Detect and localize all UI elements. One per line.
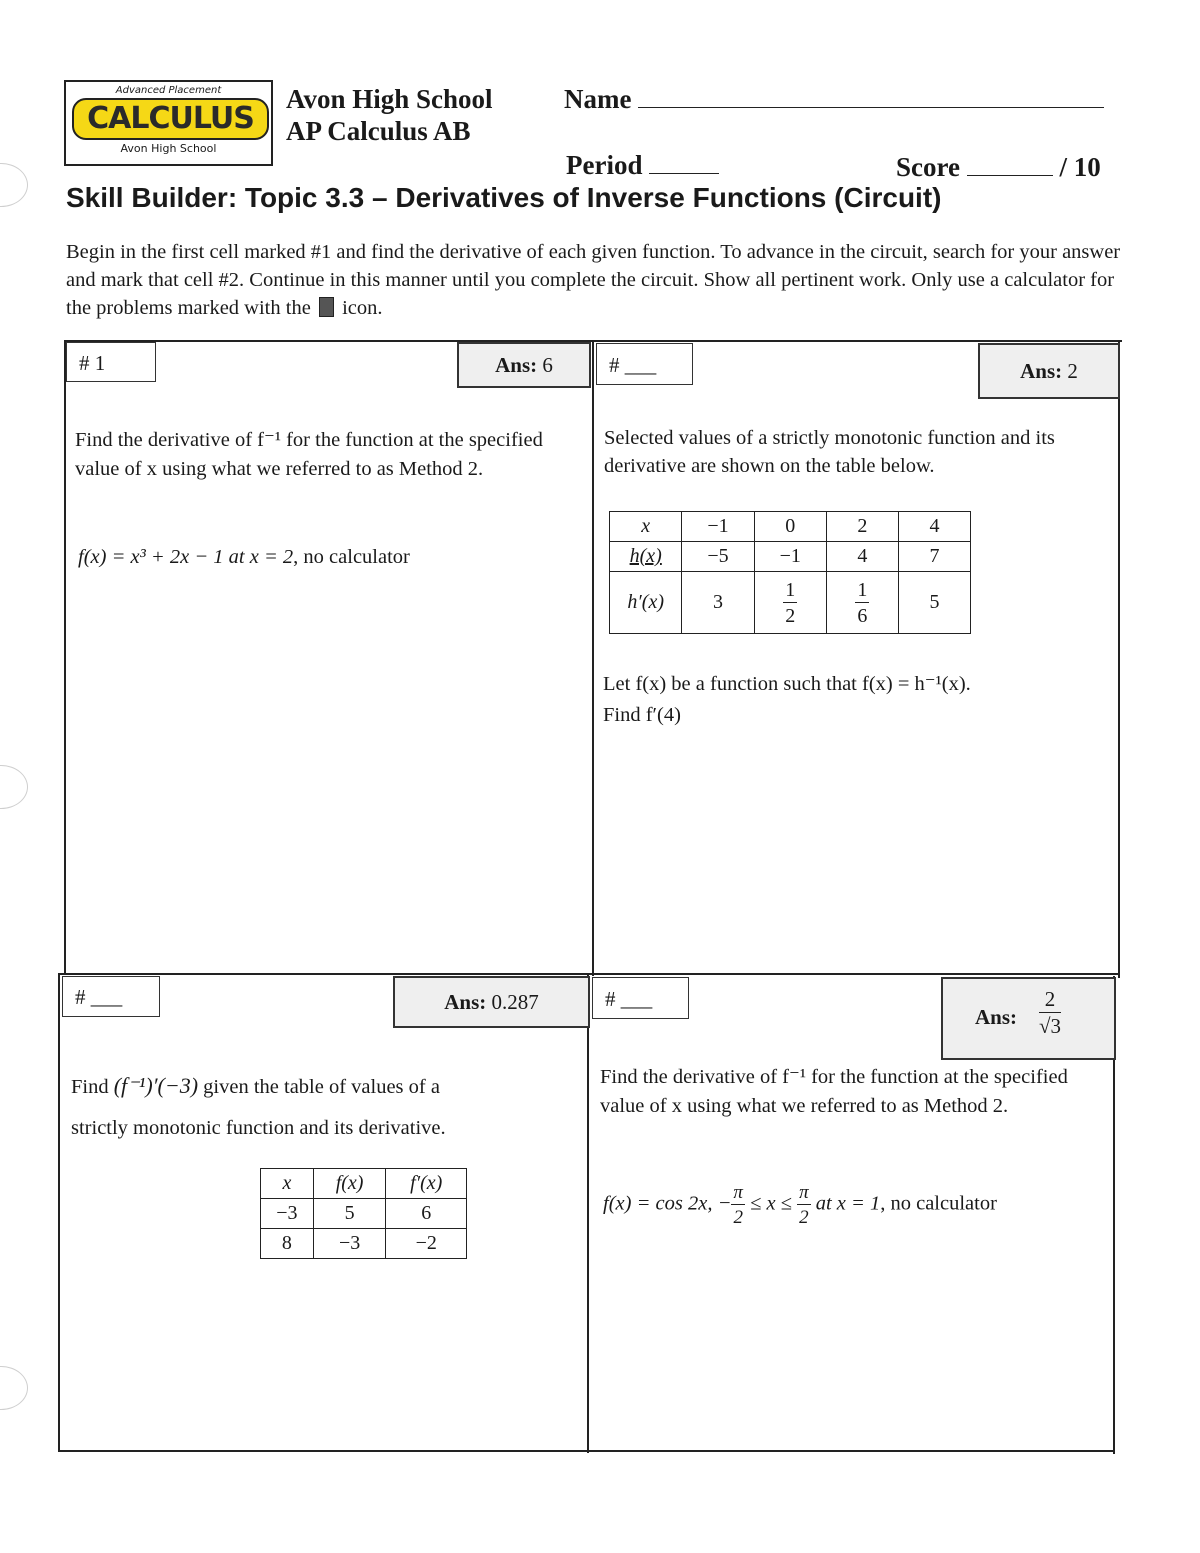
- table-cell: −1: [754, 542, 826, 572]
- cell4-note: , no calculator: [880, 1192, 997, 1215]
- cell2-number-tag[interactable]: # ___: [596, 343, 693, 385]
- table-cell: 0: [754, 512, 826, 542]
- table-cell: −1: [682, 512, 754, 542]
- cell3-answer-box: [393, 976, 590, 1028]
- period-blank[interactable]: [649, 173, 719, 174]
- table-cell: f′(x): [386, 1169, 467, 1199]
- denominator: 2: [785, 604, 796, 627]
- logo-top-text: Advanced Placement: [115, 85, 222, 96]
- cell4-inequality: ≤ x ≤: [750, 1192, 792, 1215]
- instructions-text: Begin in the first cell marked #1 and find the derivative of each given function. To advance in the circuit, search for your answer and mark that cell #2. Continue in this manner until you complete the circuit. Show all pertinent work. Only use a calculator for the problems marked with the: [66, 241, 1121, 319]
- cell2-answer-box: [978, 343, 1120, 399]
- cell3-prompt-line2: strictly monotonic function and its derivative.: [71, 1117, 446, 1139]
- table-cell: 5: [898, 572, 970, 634]
- table-cell: −2: [386, 1229, 467, 1259]
- cell1-prompt: Find the derivative of f⁻¹ for the function at the specified value of x using what we referred to as Method 2.: [75, 429, 543, 480]
- numerator: π: [733, 1182, 743, 1203]
- course-name: AP Calculus AB: [286, 116, 471, 146]
- denominator: 2: [799, 1207, 809, 1228]
- score-field[interactable]: [896, 152, 1101, 183]
- calculator-icon: [319, 297, 334, 317]
- cell3-prompt-expression: (f⁻¹)′(−3): [113, 1073, 199, 1098]
- table-row: [261, 1199, 467, 1229]
- grid-left-border-upper: [64, 340, 66, 975]
- cell2-question-line2: Find f′(4): [603, 704, 681, 726]
- table-cell: 6: [386, 1199, 467, 1229]
- name-label: Name: [564, 84, 632, 114]
- table-cell: −3: [261, 1199, 314, 1229]
- cell3-number-tag[interactable]: # ___: [62, 976, 160, 1017]
- cell4-answer-fraction: [1039, 989, 1061, 1037]
- cell3-answer-label: Ans:: [444, 990, 487, 1014]
- fraction: [855, 580, 869, 626]
- table-row: [261, 1169, 467, 1199]
- cell3-answer-value: 0.287: [491, 990, 539, 1014]
- cell2-answer-value: 2: [1067, 359, 1078, 383]
- grid-middle-divider-upper: [592, 340, 594, 976]
- table-cell: 5: [313, 1199, 386, 1229]
- table-cell: −5: [682, 542, 754, 572]
- cell3-values-table: [260, 1168, 467, 1259]
- table-cell-fraction: [754, 572, 826, 634]
- page-title: Skill Builder: Topic 3.3 – Derivatives of Inverse Functions (Circuit): [66, 182, 942, 213]
- cell2-answer-label: Ans:: [1020, 359, 1063, 383]
- grid-right-border-upper: [1118, 340, 1120, 978]
- score-label: Score: [896, 152, 960, 182]
- cell4-number-tag[interactable]: # ___: [592, 977, 689, 1019]
- cell4-answer-label: Ans:: [975, 1005, 1018, 1029]
- numerator: 1: [857, 578, 868, 601]
- cell3-prompt-rest: given the table of values of a: [203, 1076, 440, 1098]
- cell1-equation-line: [78, 543, 583, 572]
- instructions-text-end: icon.: [342, 297, 383, 319]
- cell2-prompt: Selected values of a strictly monotonic function and its derivative are shown on the table below.: [604, 427, 1055, 477]
- numerator: 1: [785, 578, 796, 601]
- table-cell: 4: [898, 512, 970, 542]
- fraction: [731, 1183, 745, 1227]
- cell1-answer-value: 6: [542, 353, 553, 377]
- table-row: [610, 512, 971, 542]
- name-blank[interactable]: [638, 107, 1104, 108]
- cell4-equation-start: f(x) = cos 2x, −: [603, 1192, 732, 1215]
- table-cell: 2: [826, 512, 898, 542]
- score-blank[interactable]: [967, 175, 1053, 176]
- grid-middle-divider-lower: [587, 975, 589, 1453]
- binder-hole: [0, 1366, 28, 1410]
- table-cell: 8: [261, 1229, 314, 1259]
- table-cell: 4: [826, 542, 898, 572]
- fraction: [783, 580, 797, 626]
- table-cell: x: [261, 1169, 314, 1199]
- cell2-question-line1: Let f(x) be a function such that f(x) = h⁻¹(x).: [603, 673, 971, 695]
- name-field[interactable]: [564, 84, 1104, 115]
- cell1-equation: f(x) = x³ + 2x − 1 at x = 2: [78, 546, 294, 568]
- numerator: 2: [1039, 989, 1061, 1013]
- binder-hole: [0, 163, 28, 207]
- cell2-values-table: [609, 511, 971, 634]
- cell3-prompt-line1: [71, 1071, 581, 1102]
- calculus-logo: [64, 80, 273, 166]
- denominator: 2: [733, 1207, 743, 1228]
- cell1-number-tag[interactable]: # 1: [66, 342, 156, 382]
- table-cell: 3: [682, 572, 754, 634]
- table-row: [610, 542, 971, 572]
- table-cell: x: [610, 512, 682, 542]
- table-row: [261, 1229, 467, 1259]
- denominator: √3: [1039, 1014, 1062, 1038]
- binder-hole: [0, 765, 28, 809]
- cell3-prompt-find: Find: [71, 1076, 109, 1098]
- table-cell: h′(x): [610, 572, 682, 634]
- grid-left-border-lower: [58, 975, 60, 1452]
- grid-bottom-border: [58, 1450, 1115, 1452]
- logo-word: CALCULUS: [72, 98, 269, 140]
- period-field[interactable]: [566, 150, 719, 181]
- table-row: [610, 572, 971, 634]
- numerator: π: [799, 1182, 809, 1203]
- cell4-equation-line: [603, 1183, 1108, 1227]
- denominator: 6: [857, 604, 868, 627]
- cell1-answer-label: Ans:: [495, 353, 538, 377]
- cell4-prompt: Find the derivative of f⁻¹ for the function at the specified value of x using what we referred to as Method 2.: [600, 1066, 1068, 1117]
- cell1-answer-box: [457, 342, 591, 388]
- instructions: [66, 238, 1126, 322]
- cell4-answer-box: [941, 977, 1116, 1060]
- grid-horizontal-divider: [58, 973, 1118, 975]
- fraction: [797, 1183, 811, 1227]
- period-label: Period: [566, 150, 643, 180]
- table-cell: 7: [898, 542, 970, 572]
- table-cell: −3: [313, 1229, 386, 1259]
- table-cell: h(x): [610, 542, 682, 572]
- cell4-equation-end: at x = 1: [815, 1192, 881, 1215]
- school-name: Avon High School: [286, 84, 493, 114]
- table-cell-fraction: [826, 572, 898, 634]
- cell1-note: , no calculator: [293, 546, 410, 568]
- score-total: / 10: [1059, 152, 1101, 182]
- logo-bottom-text: Avon High School: [120, 142, 217, 155]
- table-cell: f(x): [313, 1169, 386, 1199]
